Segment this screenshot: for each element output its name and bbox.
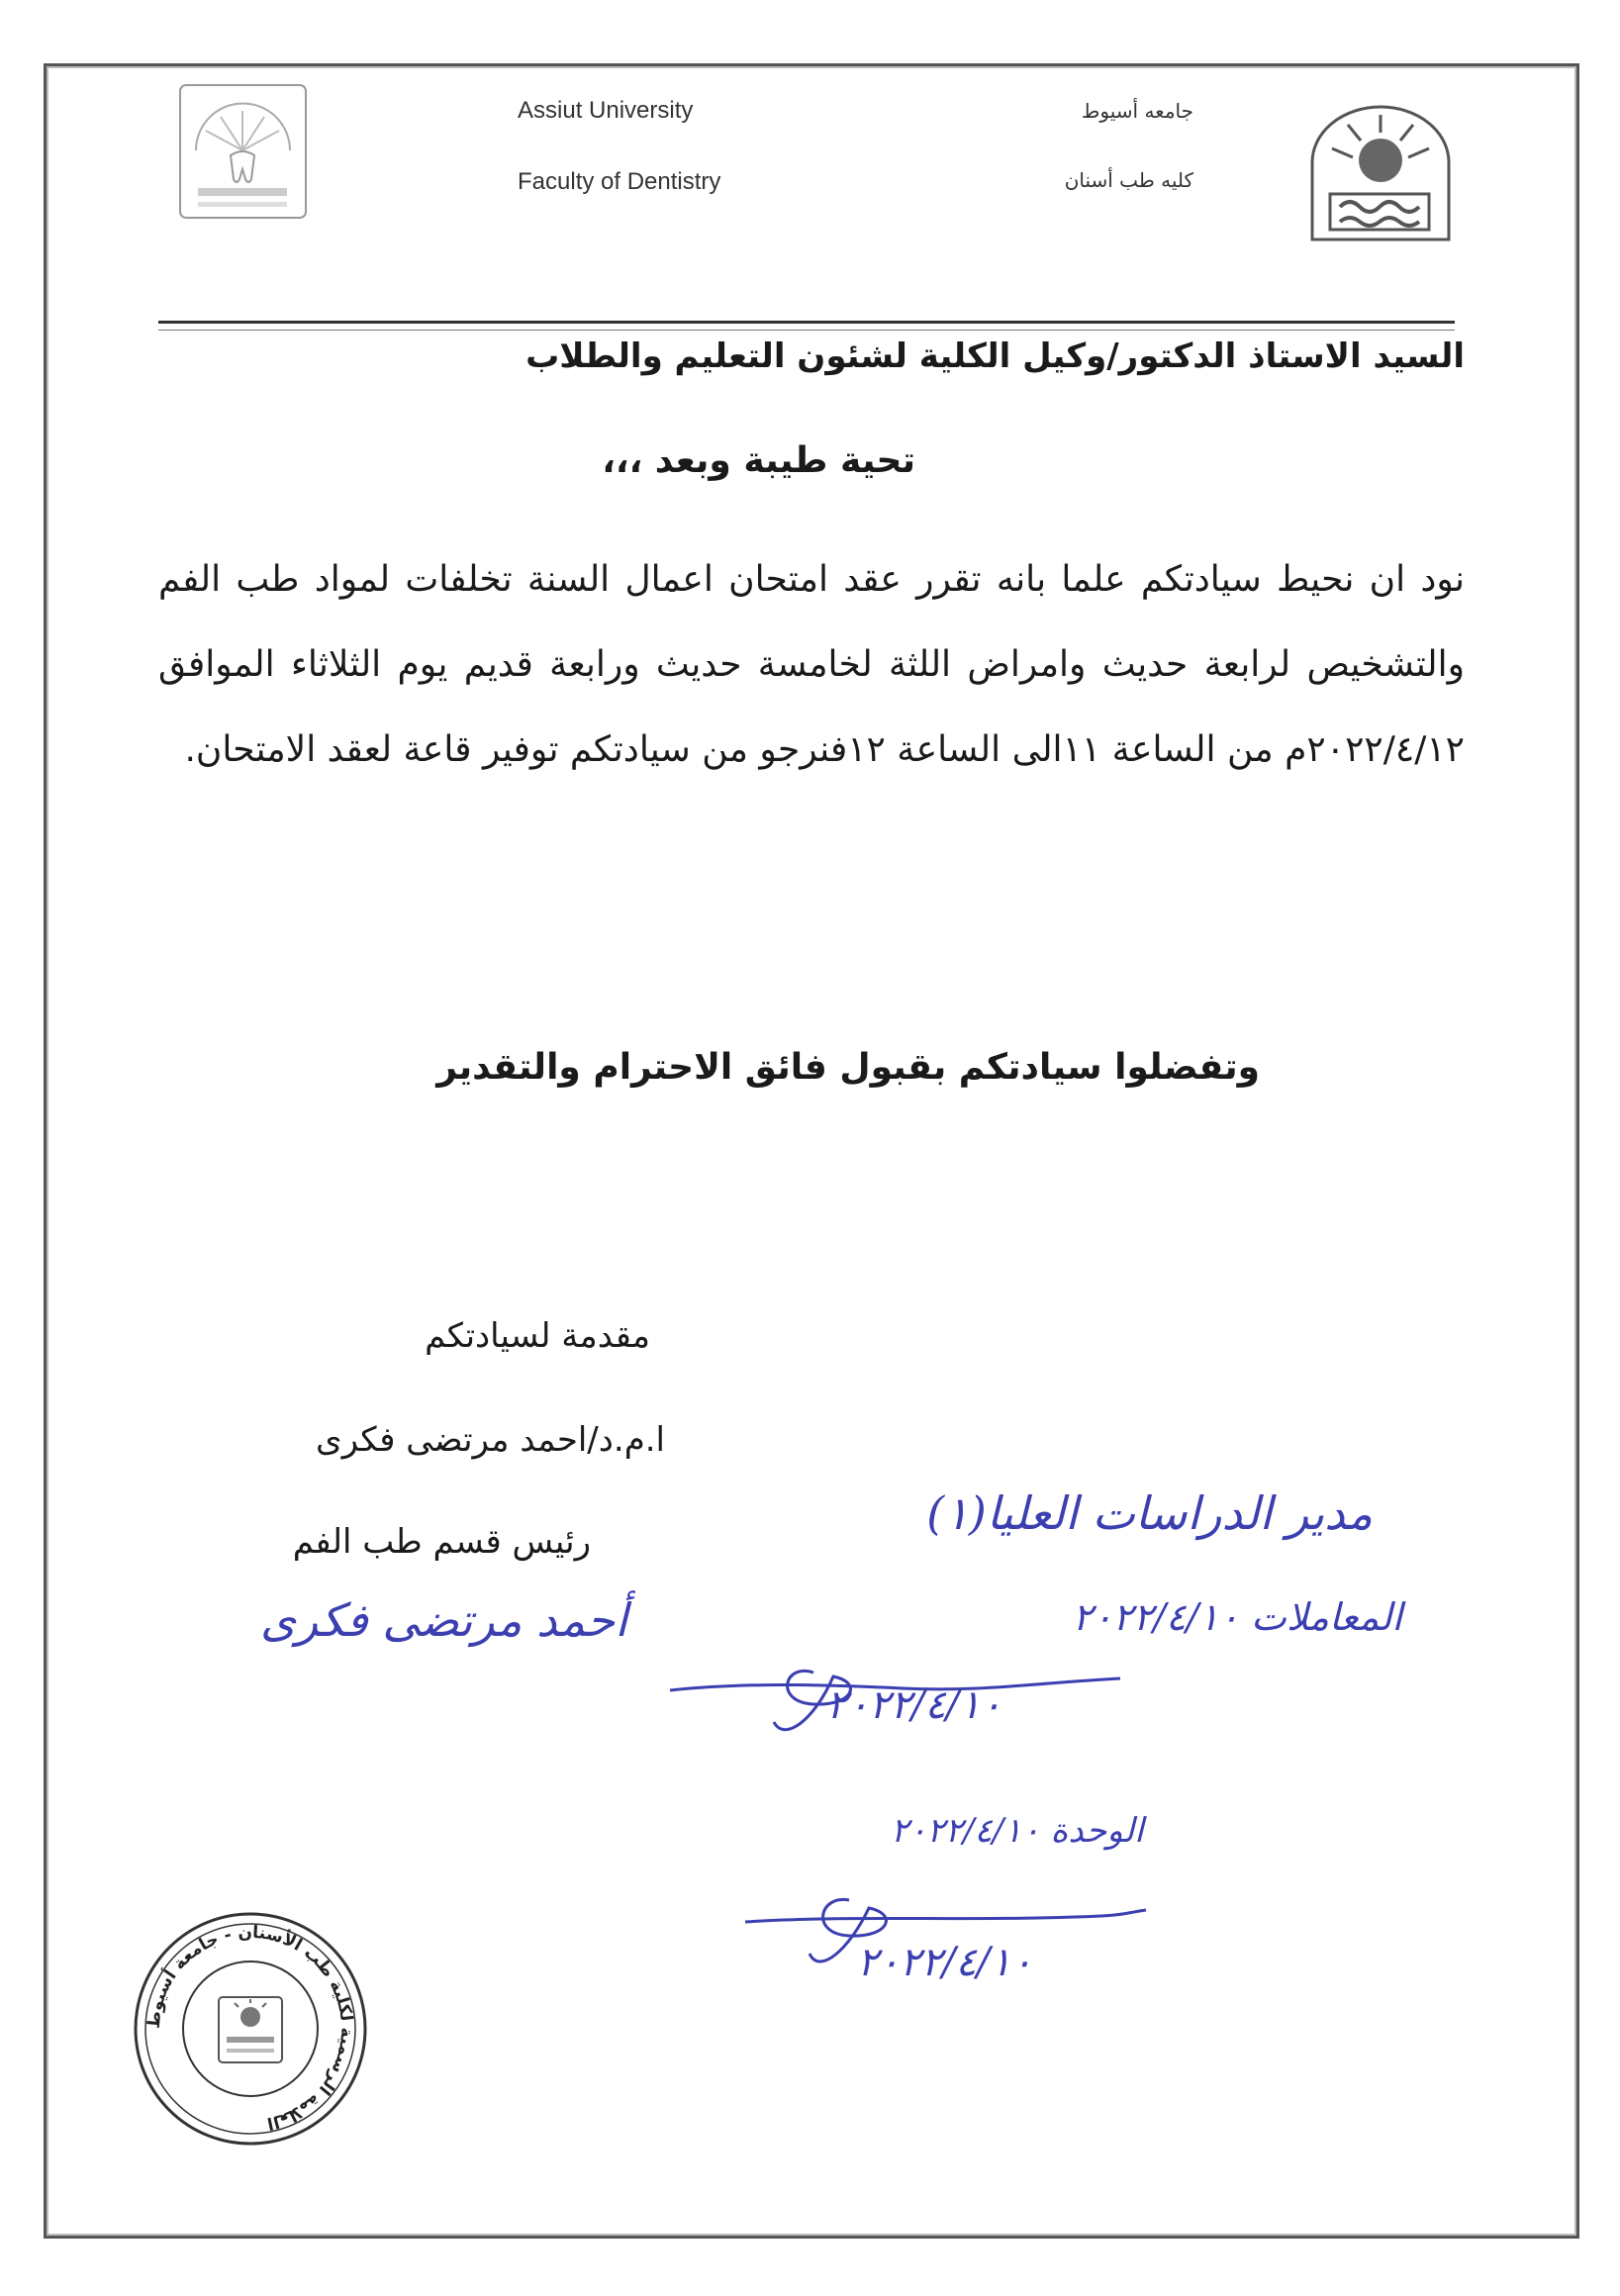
seal-ring-text: العلامة الرسمية لكلية طب الأسنان - جامعة أسيوط (143, 1922, 357, 2134)
handwritten-note-director: مدير الدراسات العليا(١) (926, 1486, 1373, 1540)
handwritten-date-1: ٢٠٢٢/٤/١٠ (826, 1682, 1002, 1728)
header-divider-thin (158, 330, 1455, 331)
header-divider (158, 321, 1455, 324)
handwritten-date-2: ٢٠٢٢/٤/١٠ (857, 1940, 1033, 1985)
university-logo (1306, 103, 1455, 243)
svg-text:العلامة الرسمية لكلية طب الأسن (144, 1923, 356, 2134)
presented-by: مقدمة لسيادتكم (425, 1316, 650, 1356)
addressee: السيد الاستاذ الدكتور/وكيل الكلية لشئون التعليم والطلاب (525, 336, 1465, 376)
official-seal (132, 1910, 369, 2148)
handwritten-note-unit: الوحدة ٢٠٢٢/٤/١٠ (891, 1811, 1144, 1851)
signatory-title: رئيس قسم طب الفم (292, 1522, 591, 1562)
signatory-name: ا.م.د/احمد مرتضى فكرى (316, 1420, 665, 1460)
university-name-en: Assiut University (518, 97, 694, 124)
greeting: تحية طيبة وبعد ،،، (602, 440, 915, 481)
faculty-logo (176, 81, 310, 222)
letter-body: نود ان نحيط سيادتكم علما بانه تقرر عقد امتحان اعمال السنة تخلفات لمواد طب الفم والتشخيص لرابعة حديث وامراض اللثة لخامسة حديث ورابعة قديم يوم الثلاثاء الموافق ٢٠٢٢/٤/١٢م من الساعة ١١الى الساعة ١٢فنرجو من سيادتكم توفير قاعة لعقد الامتحان. (158, 559, 1465, 770)
closing-phrase: وتفضلوا سيادتكم بقبول فائق الاحترام والتقدير (436, 1047, 1260, 1088)
faculty-name-ar: كليه طب أسنان (1064, 168, 1193, 192)
handwritten-signatory-name: أحمد مرتضى فكرى (259, 1593, 627, 1647)
university-name-ar: جامعه أسيوط (1081, 99, 1193, 123)
faculty-name-en: Faculty of Dentistry (518, 168, 721, 195)
handwritten-note-transactions: المعاملات ٢٠٢٢/٤/١٠ (1072, 1595, 1402, 1639)
